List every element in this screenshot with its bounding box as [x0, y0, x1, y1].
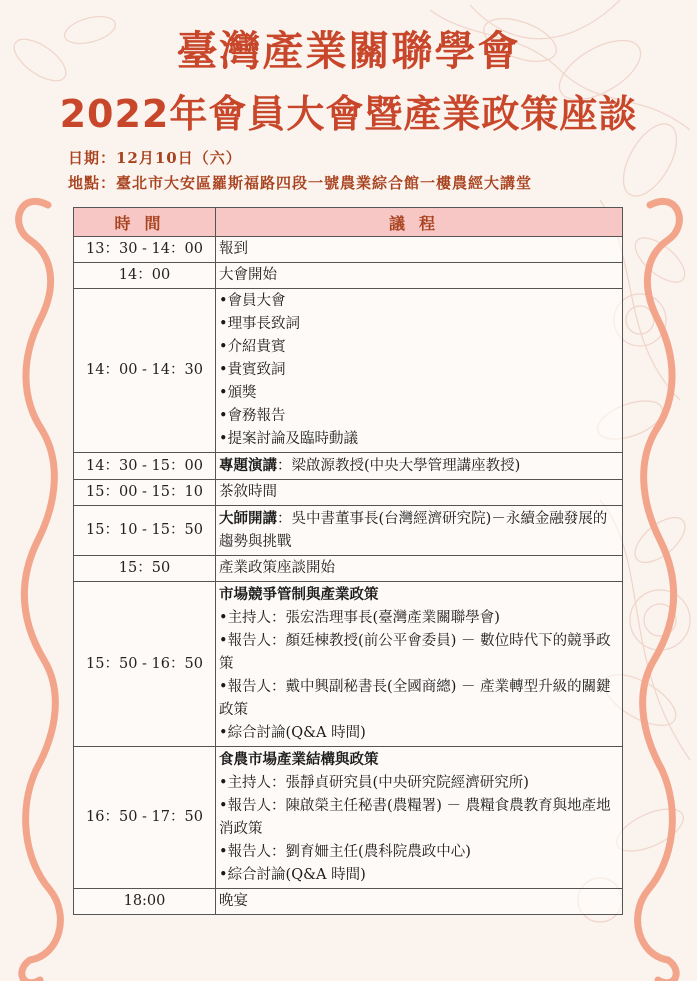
- row-time: 13：30 - 14：00: [74, 237, 216, 263]
- row-program: [216, 453, 623, 480]
- program-line-text: 報告人：戴中興副秘書長(全國商總) － 產業轉型升級的關鍵政策: [219, 679, 611, 718]
- row-program: [216, 889, 623, 915]
- program-line-text: 會員大會: [227, 293, 286, 309]
- row-program: [216, 263, 623, 289]
- program-line: [219, 359, 619, 382]
- program-line-text: 報告人：陳啟榮主任秘書(農糧署) － 農糧食農教育與地產地消政策: [219, 798, 611, 837]
- time-column-header: 時間: [74, 208, 216, 237]
- program-line-label: 食農市場產業結構與政策: [219, 751, 379, 768]
- program-line: [219, 454, 619, 478]
- program-line-text: 主持人：張靜貞研究員(中央研究院經濟研究所): [227, 775, 529, 791]
- program-line-text: 主持人：張宏浩理事長(臺灣產業關聯學會): [227, 610, 500, 626]
- event-location: 地點：臺北市大安區羅斯福路四段一號農業綜合館一樓農經大講堂: [68, 174, 533, 192]
- program-line: [219, 428, 619, 451]
- table-row: [74, 453, 623, 480]
- program-line-text: 會務報告: [227, 408, 286, 424]
- program-line: [219, 748, 619, 772]
- program-line-text: 產業政策座談開始: [219, 560, 335, 576]
- program-column-header: 議程: [216, 208, 623, 237]
- program-line: [219, 722, 619, 745]
- table-row: [74, 480, 623, 506]
- row-time: 15：00 - 15：10: [74, 480, 216, 506]
- program-line: [219, 607, 619, 630]
- page-subtitle: 2022年會員大會暨產業政策座談: [59, 92, 638, 136]
- program-line-text: 茶敘時間: [219, 484, 277, 500]
- program-line-text: 理事長致詞: [227, 316, 301, 332]
- table-row: [74, 747, 623, 889]
- row-time: 15：50: [74, 556, 216, 582]
- table-row: [74, 582, 623, 747]
- table-row: [74, 889, 623, 915]
- program-line: [219, 557, 619, 580]
- program-line: [219, 481, 619, 504]
- agenda-body: [74, 237, 623, 915]
- event-date: 日期：12月10日（六）: [68, 149, 242, 167]
- agenda-header-row: [74, 208, 623, 237]
- program-line: [219, 772, 619, 795]
- program-line-text: 大會開始: [219, 267, 277, 283]
- row-program: [216, 289, 623, 453]
- row-time: 15：50 - 16：50: [74, 582, 216, 747]
- ribbon-left: [19, 201, 61, 981]
- program-line: [219, 313, 619, 336]
- program-line: [219, 864, 619, 887]
- program-line-text: 介紹貴賓: [227, 339, 286, 355]
- program-line-label: 大師開講: [219, 510, 277, 527]
- program-line-text: 頒獎: [227, 385, 257, 401]
- agenda-table: [73, 207, 623, 915]
- program-line: [219, 583, 619, 607]
- program-line: [219, 630, 619, 676]
- program-line-text: 晚宴: [219, 893, 248, 909]
- row-time: 14：00: [74, 263, 216, 289]
- program-line-text: 綜合討論(Q&A 時間): [227, 867, 366, 883]
- row-time: 14：00 - 14：30: [74, 289, 216, 453]
- table-row: [74, 289, 623, 453]
- program-line-text: 綜合討論(Q&A 時間): [227, 725, 366, 741]
- table-row: [74, 263, 623, 289]
- table-row: [74, 506, 623, 556]
- program-line: [219, 405, 619, 428]
- row-program: [216, 237, 623, 263]
- table-row: [74, 556, 623, 582]
- program-line-text: 報告人：顏廷棟教授(前公平會委員) － 數位時代下的競爭政策: [219, 633, 611, 672]
- program-line-label: 市場競爭管制與產業政策: [219, 586, 379, 603]
- row-time: 15：10 - 15：50: [74, 506, 216, 556]
- program-line: [219, 264, 619, 287]
- program-line: [219, 290, 619, 313]
- row-time: 16：50 - 17：50: [74, 747, 216, 889]
- program-line: [219, 507, 619, 554]
- program-line-text: 提案討論及臨時動議: [227, 431, 359, 447]
- row-program: [216, 556, 623, 582]
- row-time: 18:00: [74, 889, 216, 915]
- program-line: [219, 336, 619, 359]
- program-line: [219, 676, 619, 722]
- table-row: [74, 237, 623, 263]
- program-line: [219, 382, 619, 405]
- row-program: [216, 582, 623, 747]
- program-line-text: 報到: [219, 241, 248, 257]
- program-line: [219, 795, 619, 841]
- row-program: [216, 747, 623, 889]
- program-line-text: 報告人：劉育姍主任(農科院農政中心): [227, 844, 471, 860]
- program-line: [219, 890, 619, 913]
- program-line-label: 專題演講: [219, 457, 277, 474]
- row-program: [216, 506, 623, 556]
- page-title: 臺灣產業關聯學會: [176, 27, 521, 75]
- row-program: [216, 480, 623, 506]
- program-line-text: ：吳中書董事長(台灣經濟研究院)－永續金融發展的趨勢與挑戰: [219, 511, 608, 550]
- program-line-text: ：梁啟源教授(中央大學管理講座教授): [277, 458, 521, 474]
- program-line: [219, 238, 619, 261]
- row-time: 14：30 - 15：00: [74, 453, 216, 480]
- program-line: [219, 841, 619, 864]
- ribbon-right: [638, 201, 680, 981]
- program-line-text: 貴賓致詞: [227, 362, 286, 378]
